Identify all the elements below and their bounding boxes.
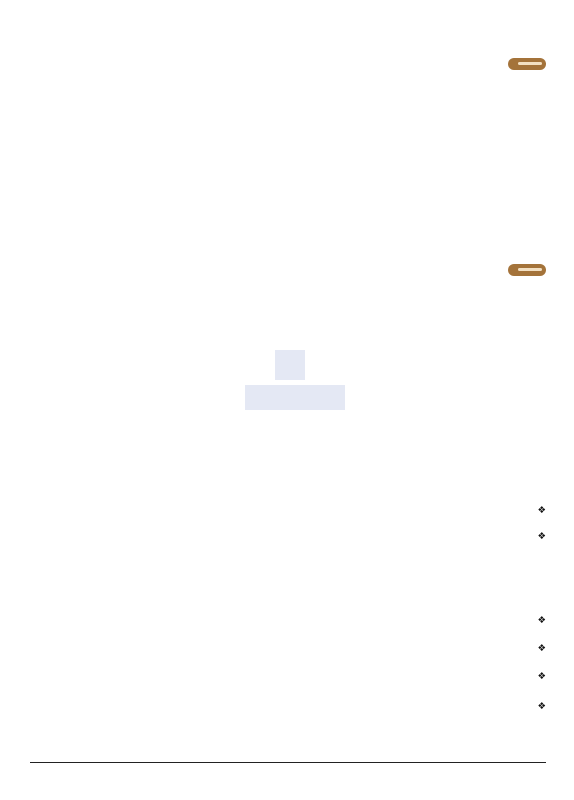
- bullet-badge-icon: [508, 58, 546, 70]
- intro-line-molecules: [40, 264, 546, 276]
- bullet-badge-icon: [508, 264, 546, 276]
- paragraph-5: [40, 670, 546, 684]
- diamond-bullet-icon: ❖: [537, 531, 546, 542]
- top-decorative-border: [0, 4, 574, 34]
- diamond-bullet-icon: ❖: [537, 505, 546, 516]
- paragraph-1: [40, 504, 546, 518]
- side-decorative-border: [0, 40, 30, 760]
- intro-line-atoms: [40, 58, 546, 70]
- diamond-bullet-icon: ❖: [537, 701, 546, 712]
- paragraph-4: [40, 642, 546, 656]
- diamond-bullet-icon: ❖: [537, 643, 546, 654]
- diamond-bullet-icon: ❖: [537, 615, 546, 626]
- paragraph-6: [40, 700, 546, 714]
- paragraph-2: [40, 530, 546, 544]
- diamond-bullet-icon: ❖: [537, 671, 546, 682]
- watermark-logo-icon: [235, 345, 355, 425]
- footer-divider: [30, 762, 546, 763]
- paragraph-3: [40, 614, 546, 628]
